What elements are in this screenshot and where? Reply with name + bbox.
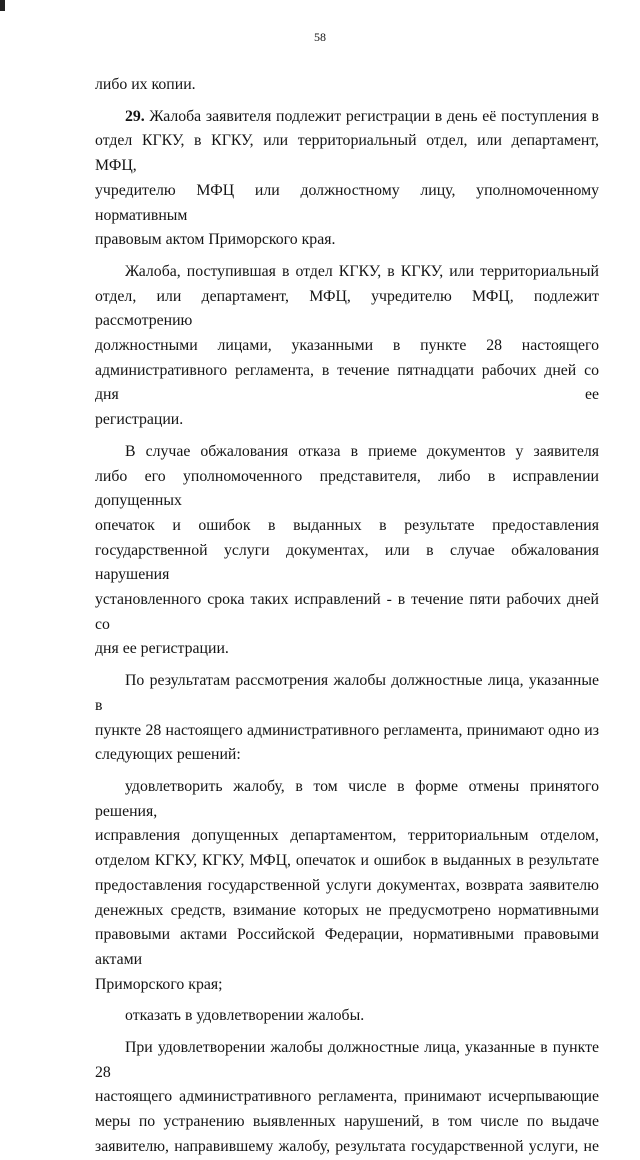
text-line: административного регламента, в течение пятнадцати рабочих дней со дня ее <box>95 361 599 404</box>
text-line: государственной услуги документах, или в случае обжалования нарушения <box>95 541 599 584</box>
text-line: меры по устранению выявленных нарушений, в том числе по выдаче <box>95 1113 599 1131</box>
text-line: Жалоба заявителя подлежит регистрации в день её поступления в <box>144 107 599 125</box>
text-line: регистрации. <box>95 411 184 429</box>
text-line: учредителю МФЦ или должностному лицу, уполномоченному нормативным <box>95 181 599 224</box>
text-line: отдел КГКУ, в КГКУ, или территориальный отдел, или департамент, МФЦ, <box>95 132 599 175</box>
document-body <box>95 73 599 1160</box>
text-line: отказать в удовлетворении жалобы. <box>125 1007 365 1025</box>
text-line: следующих решений: <box>95 746 241 764</box>
text-line: предоставления государственной услуги документах, возврата заявителю <box>95 876 599 894</box>
page-number: 58 <box>314 30 326 44</box>
text-line: отделом КГКУ, КГКУ, МФЦ, опечаток и ошибок в выданных в результате <box>95 852 599 870</box>
text-line: исправления допущенных департаментом, территориальным отделом, <box>95 827 599 845</box>
text-line: опечаток и ошибок в выданных в результате предоставления <box>95 516 599 534</box>
text-line: правовыми актами Российской Федерации, нормативными правовыми актами <box>95 926 599 968</box>
scan-corner-mark <box>0 0 5 11</box>
text-line: правовым актом Приморского края. <box>95 231 336 249</box>
text-line: должностными лицами, указанными в пункте 28 настоящего <box>95 337 599 355</box>
text-line: Приморского края; <box>95 975 223 993</box>
text-line: либо их копии. <box>95 76 196 93</box>
text-line: дня ее регистрации. <box>95 640 229 658</box>
text-line: Жалоба, поступившая в отдел КГКУ, в КГКУ, или территориальный <box>125 262 599 280</box>
text-line: денежных средств, взимание которых не предусмотрено нормативными <box>95 901 599 919</box>
clause-number: 29. <box>125 107 145 125</box>
text-line: По результатам рассмотрения жалобы должностные лица, указанные в <box>95 672 599 714</box>
text-line: удовлетворить жалобу, в том числе в форме отмены принятого решения, <box>95 777 599 820</box>
text-line: В случае обжалования отказа в приеме документов у заявителя <box>125 442 599 460</box>
text-line: При удовлетворении жалобы должностные лица, указанные в пункте 28 <box>95 1039 599 1081</box>
text-line: отдел, или департамент, МФЦ, учредителю МФЦ, подлежит рассмотрению <box>95 287 599 330</box>
text-line: настоящего административного регламента, принимают исчерпывающие <box>95 1088 599 1106</box>
text-line: заявителю, направившему жалобу, результата государственной услуги, не <box>95 1137 599 1155</box>
text-line: установленного срока таких исправлений - в течение пяти рабочих дней со <box>95 591 599 633</box>
text-line: либо его уполномоченного представителя, либо в исправлении допущенных <box>95 467 599 510</box>
text-line: пункте 28 настоящего административного регламента, принимают одно из <box>95 721 599 739</box>
paragraph-29-line <box>95 105 599 130</box>
